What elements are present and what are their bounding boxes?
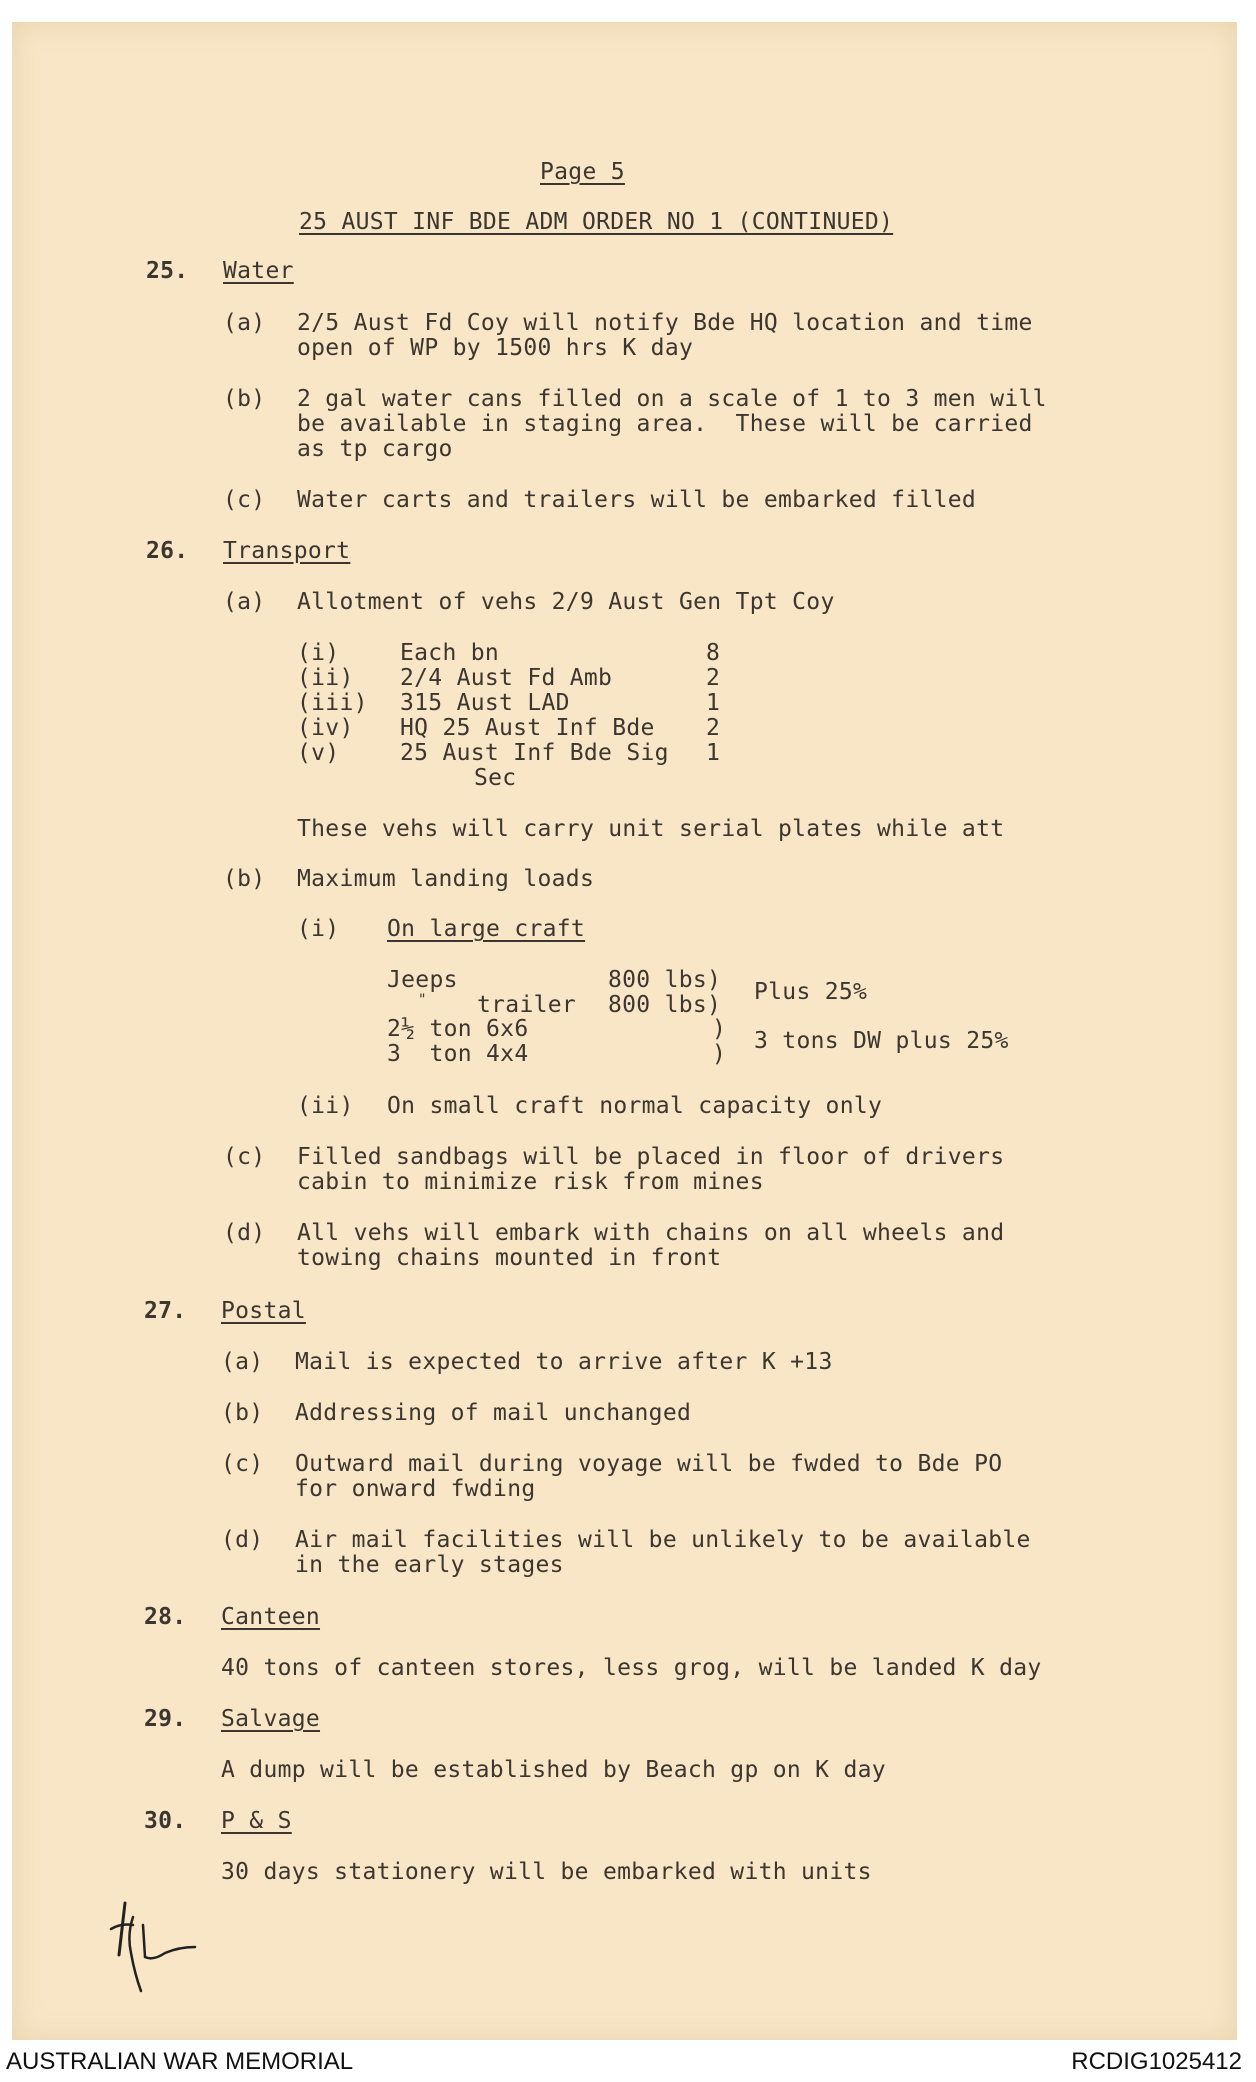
allot-num-5: (v)	[297, 740, 340, 766]
section-28-number: 28.	[144, 1604, 187, 1630]
s29-line1: A dump will be established by Beach gp on K day	[221, 1757, 886, 1783]
s26-c-line1: Filled sandbags will be placed in floor of drivers	[297, 1144, 1005, 1170]
s25-c-line1: Water carts and trailers will be embarked filled	[297, 487, 977, 513]
allot-unit-4: HQ 25 Aust Inf Bde	[400, 715, 655, 741]
s27-a-label: (a)	[221, 1349, 264, 1375]
load-trailer: trailer	[477, 992, 577, 1018]
section-25-number: 25.	[146, 258, 189, 284]
s26-bi-label: (i)	[297, 916, 340, 942]
s26-bii-label: (ii)	[297, 1093, 354, 1119]
s27-b-line1: Addressing of mail unchanged	[295, 1400, 692, 1426]
s25-b-line1: 2 gal water cans filled on a scale of 1 to 3 men will	[297, 386, 1047, 412]
section-25-heading: Water	[223, 258, 294, 284]
s25-b-line2: be available in staging area. These will be carried	[297, 411, 1033, 437]
s25-a-label: (a)	[223, 310, 266, 336]
load-paren-1: )	[712, 1016, 727, 1042]
s28-line1: 40 tons of canteen stores, less grog, will be landed K day	[221, 1655, 1042, 1681]
section-27-heading: Postal	[221, 1298, 306, 1324]
s27-d-line2: in the early stages	[295, 1552, 564, 1578]
footer-catalogue-id: RCDIG1025412	[1071, 2048, 1242, 2075]
s26-bii-text: On small craft normal capacity only	[387, 1093, 883, 1119]
s27-c-line1: Outward mail during voyage will be fwded to Bde PO	[295, 1451, 1003, 1477]
allot-qty-4: 2	[706, 715, 721, 741]
s26-bi-heading: On large craft	[387, 916, 586, 942]
section-30-heading: P & S	[221, 1808, 292, 1834]
section-29-number: 29.	[144, 1706, 187, 1732]
s25-b-line3: as tp cargo	[297, 436, 453, 462]
s27-c-line2: for onward fwding	[295, 1476, 536, 1502]
section-26-heading: Transport	[223, 538, 351, 564]
page-number: Page 5	[540, 159, 625, 185]
allot-unit-3: 315 Aust LAD	[400, 690, 570, 716]
s26-c-line2: cabin to minimize risk from mines	[297, 1169, 764, 1195]
load-row-4x4: 3 ton 4x4	[387, 1041, 529, 1067]
footer-institution: AUSTRALIAN WAR MEMORIAL	[6, 2048, 354, 2075]
section-30-number: 30.	[144, 1808, 187, 1834]
s27-d-label: (d)	[221, 1527, 264, 1553]
s25-c-label: (c)	[223, 487, 266, 513]
s26-c-label: (c)	[223, 1144, 266, 1170]
s27-c-label: (c)	[221, 1451, 264, 1477]
section-28-heading: Canteen	[221, 1604, 321, 1630]
s30-line1: 30 days stationery will be embarked with units	[221, 1859, 872, 1885]
section-29-heading: Salvage	[221, 1706, 321, 1732]
allot-qty-3: 1	[706, 690, 721, 716]
ditto-mark: "	[418, 992, 427, 1008]
allot-qty-1: 8	[706, 640, 721, 666]
section-27-number: 27.	[144, 1298, 187, 1324]
load-plus-note: Plus 25%	[754, 979, 868, 1005]
allot-unit-2: 2/4 Aust Fd Amb	[400, 665, 613, 691]
s25-b-label: (b)	[223, 386, 266, 412]
allot-unit-1: Each bn	[400, 640, 500, 666]
allot-num-4: (iv)	[297, 715, 354, 741]
section-26-number: 26.	[146, 538, 189, 564]
s25-a-line2: open of WP by 1500 hrs K day	[297, 335, 694, 361]
allot-qty-5: 1	[706, 740, 721, 766]
load-row-6x6: 2½ ton 6x6	[387, 1016, 529, 1042]
s26-d-line1: All vehs will embark with chains on all wheels and	[297, 1220, 1005, 1246]
document-title: 25 AUST INF BDE ADM ORDER NO 1 (CONTINUED)	[299, 209, 894, 235]
s25-a-line1: 2/5 Aust Fd Coy will notify Bde HQ location and time	[297, 310, 1033, 336]
allot-unit-5: 25 Aust Inf Bde Sig	[400, 740, 669, 766]
s27-a-line1: Mail is expected to arrive after K +13	[295, 1349, 833, 1375]
load-paren-2: )	[712, 1041, 727, 1067]
load-jeeps-value: 800 lbs)	[608, 967, 722, 993]
handwritten-signature	[105, 1895, 215, 1995]
s26-d-line2: towing chains mounted in front	[297, 1245, 722, 1271]
serial-plates-note: These vehs will carry unit serial plates while att	[297, 816, 1005, 842]
load-jeeps: Jeeps	[387, 967, 458, 993]
s26-d-label: (d)	[223, 1220, 266, 1246]
allot-qty-2: 2	[706, 665, 721, 691]
s26-a-label: (a)	[223, 589, 266, 615]
allot-num-1: (i)	[297, 640, 340, 666]
allot-num-2: (ii)	[297, 665, 354, 691]
allot-unit-5-cont: Sec	[474, 765, 517, 791]
s26-a-line1: Allotment of vehs 2/9 Aust Gen Tpt Coy	[297, 589, 835, 615]
s27-b-label: (b)	[221, 1400, 264, 1426]
s27-d-line1: Air mail facilities will be unlikely to be available	[295, 1527, 1031, 1553]
load-tons-note: 3 tons DW plus 25%	[754, 1028, 1009, 1054]
load-trailer-value: 800 lbs)	[608, 992, 722, 1018]
s26-b-label: (b)	[223, 866, 266, 892]
allot-num-3: (iii)	[297, 690, 368, 716]
document-page	[12, 22, 1237, 2040]
s26-b-line1: Maximum landing loads	[297, 866, 595, 892]
